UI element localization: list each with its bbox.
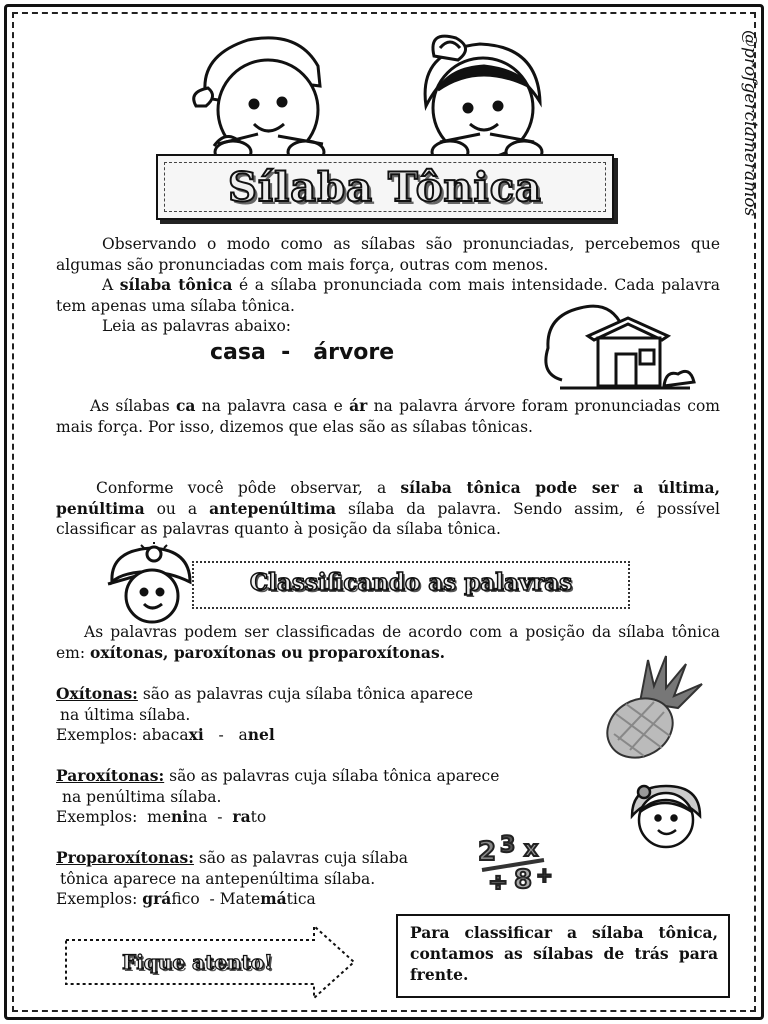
pineapple-illustration bbox=[600, 654, 710, 764]
proparoxitonas-term: Proparoxítonas: bbox=[56, 848, 194, 867]
example-words: casa - árvore bbox=[210, 340, 395, 365]
house-tree-illustration bbox=[540, 296, 700, 396]
author-credit bbox=[726, 30, 766, 260]
intro-paragraph-3: Leia as palavras abaixo: bbox=[102, 317, 292, 335]
proparoxitonas-block: Proparoxítonas: são as palavras cuja sílaba tônica aparece na antepenúltima sílaba. Exemplos: gráfico - Matemática bbox=[56, 848, 409, 908]
keyword-silaba-tonica: sílaba tônica bbox=[119, 275, 233, 294]
svg-text:+: + bbox=[536, 863, 553, 887]
paroxitonas-term: Paroxítonas: bbox=[56, 766, 165, 785]
tip-text: Para classificar a sílaba tônica, contamos as sílabas de trás para frente. bbox=[410, 923, 718, 984]
title-banner bbox=[156, 154, 614, 220]
page-title: Sílaba Tônica bbox=[228, 164, 542, 211]
section-banner bbox=[192, 561, 630, 609]
svg-text:3: 3 bbox=[500, 833, 516, 858]
kids-illustration bbox=[188, 26, 578, 166]
boy-cap-illustration bbox=[194, 38, 324, 163]
intro-paragraph-2: A sílaba tônica é a sílaba pronunciada com mais intensidade. Cada palavra tem apenas uma sílaba tônica. bbox=[56, 275, 720, 315]
svg-text:8: 8 bbox=[514, 865, 533, 895]
math-symbols-illustration bbox=[474, 830, 560, 906]
svg-text:÷: ÷ bbox=[488, 868, 509, 896]
syllable-ar: ár bbox=[349, 396, 368, 415]
attention-arrow bbox=[62, 924, 362, 1004]
example-paragraph: As sílabas ca na palavra casa e ár na palavra árvore foram pronunciadas com mais força. Por isso, dizemos que elas são as sílabas tônicas. bbox=[56, 396, 720, 436]
position-paragraph: Conforme você pôde observar, a sílaba tônica pode ser a última, penúltima ou a antepenúltima sílaba da palavra. Sendo assim, é possível classificar as palavras quanto à posição da sílaba tônica. bbox=[56, 478, 720, 538]
classification-paragraph: As palavras podem ser classificadas de acordo com a posição da sílaba tônica em: oxítonas, paroxítonas ou proparoxítonas. bbox=[56, 623, 720, 662]
intro-paragraph-1: Observando o modo como as sílabas são pronunciadas, percebemos que algumas são pronunciadas com mais força, outras com menos. bbox=[56, 235, 720, 274]
paroxitonas-block: Paroxítonas: são as palavras cuja sílaba tônica aparece na penúltima sílaba. Exemplos: menina - rato bbox=[56, 766, 500, 826]
oxitonas-term: Oxítonas: bbox=[56, 684, 138, 703]
girl-illustration bbox=[425, 36, 542, 163]
attention-label: Fique atento! bbox=[122, 950, 273, 974]
svg-text:2: 2 bbox=[478, 837, 497, 867]
syllable-ca: ca bbox=[175, 396, 196, 415]
oxitonas-block: Oxítonas: são as palavras cuja sílaba tônica aparece na última sílaba. Exemplos: abacaxi - anel bbox=[56, 684, 474, 744]
section-title: Classificando as palavras bbox=[249, 569, 573, 596]
girl-face-illustration bbox=[624, 782, 706, 850]
thinking-boy-illustration bbox=[106, 542, 196, 624]
author-credit-text: @profgerciameramos bbox=[740, 30, 760, 217]
tip-box bbox=[396, 914, 730, 998]
svg-text:x: x bbox=[524, 837, 539, 862]
